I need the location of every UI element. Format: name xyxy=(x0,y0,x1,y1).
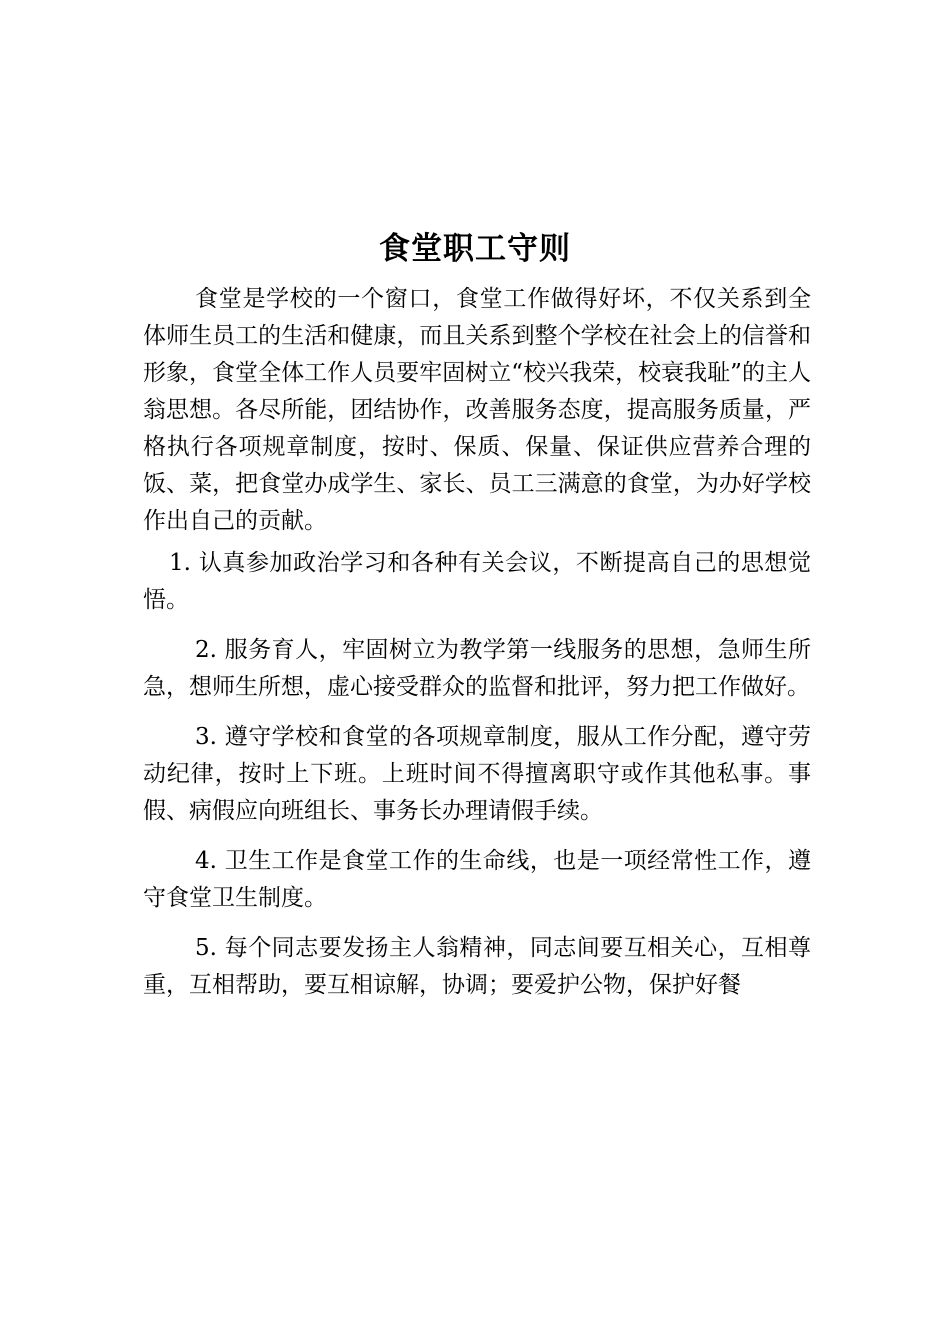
document-title: 食堂职工守则 xyxy=(379,231,571,267)
rule-item-2: 2. 服务育人，牢固树立为教学第一线服务的思想，急师生所急，想师生所想，虚心接受群众的监督和批评，努力把工作做好。 xyxy=(143,637,811,700)
rule-item-5: 5. 每个同志要发扬主人翁精神，同志间要互相关心，互相尊重，互相帮助，要互相谅解，协调；要爱护公物，保护好餐 xyxy=(143,935,811,998)
rule-item-3: 3. 遵守学校和食堂的各项规章制度，服从工作分配，遵守劳动纪律，按时上下班。上班时间不得擅离职守或作其他私事。事假、病假应向班组长、事务长办理请假手续。 xyxy=(143,724,811,824)
rule-item-4: 4. 卫生工作是食堂工作的生命线，也是一项经常性工作，遵守食堂卫生制度。 xyxy=(143,848,811,911)
rule-item-1: 1. 认真参加政治学习和各种有关会议，不断提高自己的思想觉悟。 xyxy=(143,550,811,613)
document-body xyxy=(143,281,811,1017)
intro-paragraph: 食堂是学校的一个窗口，食堂工作做得好坏，不仅关系到全体师生员工的生活和健康，而且关系到整个学校在社会上的信誉和形象，食堂全体工作人员要牢固树立“校兴我荣，校衰我耻”的主人翁思想。各尽所能，团结协作，改善服务态度，提高服务质量，严格执行各项规章制度，按时、保质、保量、保证供应营养合理的饭、菜，把食堂办成学生、家长、员工三满意的食堂，为办好学校作出自己的贡献。 xyxy=(143,286,811,534)
